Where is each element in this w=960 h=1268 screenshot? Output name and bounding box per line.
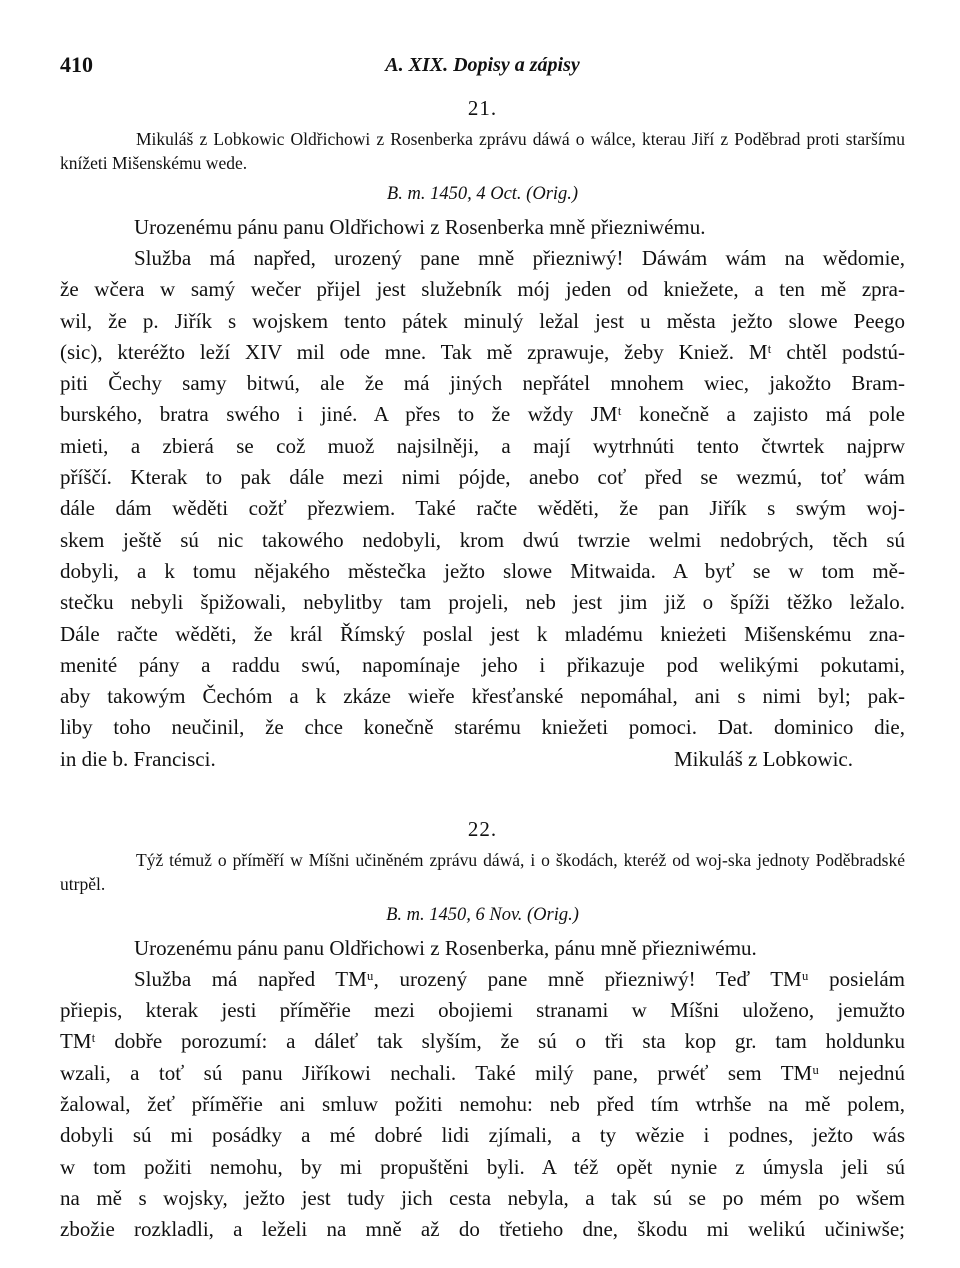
letter-summary: Týž témuž o příměří w Míšni učiněném zprávu dáwá, i o škodách, kteréž od woj-ska jednoty Poděbradské utrpěl. — [60, 849, 905, 894]
body-line: burského, bratra swého i jiné. A přes to že wždy JMᵗ konečně a zajisto má pole — [60, 402, 905, 427]
body-line: wil, že p. Jiřík s wojskem tento pátek minulý ležal jest u města ježto slowe Peego — [60, 308, 905, 333]
body-line: dobyli sú mi posádky a mé dobré lidi zjímali, a ty wězie i podnes, ježto wás — [60, 1123, 905, 1148]
body-line: TMᵗ dobře porozumí: a dáleť tak slyším, že sú o tři sta kop gr. tam holdunku — [60, 1029, 905, 1054]
body-line: liby toho neučinil, že chce konečně starému kniežeti pomoci. Dat. dominico die, — [60, 715, 905, 740]
letter-summary: Mikuláš z Lobkowic Oldřichowi z Rosenberka zprávu dáwá o wálce, kterau Jiří z Poděbrad proti staršímu knížeti Mišenskému wede. — [60, 129, 905, 173]
body-line: mieti, a zbierá se což muož najsilněji, a mají wytrhnúti tento čtwrtek najprw — [60, 433, 905, 458]
body-line: na mě s wojsky, ježto jest tudy jich cesta nebyla, a tak sú se po mém po wšem — [60, 1185, 905, 1210]
letter-21 — [60, 96, 905, 775]
letter-dating — [60, 905, 905, 926]
body-line: žalowal, žeť příměřie ani smluw požiti nemohu: neb před tím wtrhše na mě polem, — [60, 1091, 905, 1116]
closing-line — [60, 744, 905, 775]
dating-text: B. m. 1450, 6 Nov. (Orig.) — [386, 904, 579, 925]
letter-body — [60, 243, 905, 744]
body-line: zbožie rozkladli, a leželi na mně až do třetieho dne, škodu mi welikú učiniwše; — [60, 1217, 905, 1242]
letter-number: 21. — [467, 96, 498, 120]
body-line: wzali, a toť sú panu Jiříkowi nechali. Také milý pane, prwéť sem TMᵘ nejednú — [60, 1060, 905, 1085]
page-number: 410 — [60, 52, 93, 77]
letter-number: 22. — [467, 816, 498, 841]
signature: Mikuláš z Lobkowic. — [673, 746, 853, 771]
body-line: piti Čechy samy bitwú, ale že má jiných nepřátel mnohem wiec, jakožto Bram- — [60, 371, 905, 396]
body-line: přiepis, kterak jesti příměřie mezi obojiemi stranami w Míšni uloženo, jemužto — [60, 998, 905, 1023]
dating-text: B. m. 1450, 4 Oct. (Orig.) — [386, 184, 579, 204]
running-head — [60, 48, 905, 88]
body-line: Dále račte wěděti, že král Římský poslal jest k mladému knieżeti Mišenskému zna- — [60, 621, 905, 646]
body-line: dobyli, a k tomu nějakého městečka ježto slowe Mitwaida. A byť se w tom mě- — [60, 558, 905, 583]
body-line: menité pány a raddu swú, napomínaje jeho i přikazuje pod welikými pokutami, — [60, 652, 905, 677]
body-line: Služba má napřed, urozený pane mně přiezniwý! Dáwám wám na wědomie, — [134, 246, 905, 270]
body-line: (sic), kteréžto leží XIV mil ode mne. Tak mě zprawuje, žeby Kniež. Mᵗ chtěl podstú- — [60, 339, 905, 364]
letter-address: Urozenému pánu panu Oldřichowi z Rosenberka mně přiezniwému. — [134, 215, 706, 239]
closing-date: in die b. Francisci. — [60, 746, 216, 771]
body-line: dále dám wěděti cožť přezwiem. Také račte wěděti, že pan Jiřík s swým woj- — [60, 496, 905, 521]
body-line: w tom požiti nemohu, by mi propuštěni byli. A též opět nynie z úmysla jeli sú — [60, 1154, 905, 1179]
section-gap — [60, 775, 905, 811]
body-line: že wčera w samý wečer přijel jest služebník mój jeden od kniežete, a ten mě zpra- — [60, 277, 905, 302]
body-line: příščí. Kterak to pak dále mezi nimi pójde, anebo coť před se wezmú, toť wám — [60, 465, 905, 490]
book-page — [60, 48, 905, 1245]
letter-address: Urozenému pánu panu Oldřichowi z Rosenberka, pánu mně přiezniwému. — [134, 935, 757, 960]
running-title: A. XIX. Dopisy a zápisy — [385, 54, 580, 76]
letter-body — [60, 964, 905, 1246]
letter-22 — [60, 817, 905, 1246]
letter-dating — [60, 184, 905, 205]
body-line: Služba má napřed TMᵘ, urozený pane mně přiezniwý! Teď TMᵘ posielám — [134, 966, 905, 991]
body-line: aby takowým Čechóm a k zkáze wieře křesťanské nepomáhal, ani s nimi byl; pak- — [60, 684, 905, 709]
body-line: stečku nebyli špižowali, nebylitby tam projeli, neb jest jim již o špíži těžko ležalo. — [60, 590, 905, 615]
body-line: skem ještě sú nic takowého nedobyli, krom dwú twrzie welmi nedobrých, těch sú — [60, 527, 905, 552]
